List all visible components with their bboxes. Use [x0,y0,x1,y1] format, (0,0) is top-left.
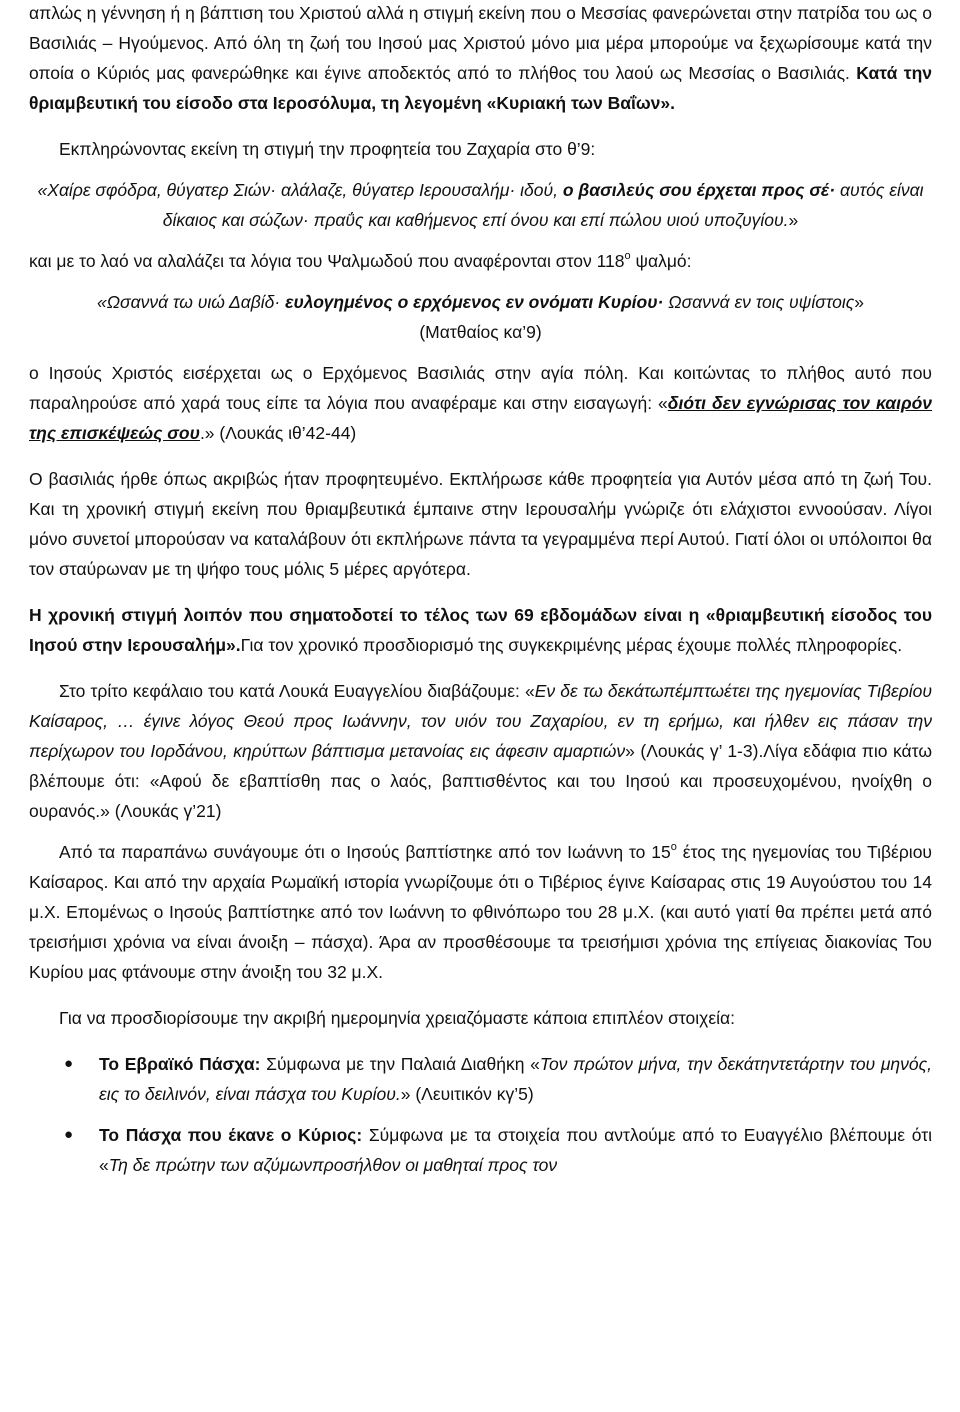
paragraph-text-continued: » (Λουκάς γ’ 1-3).Λίγα εδάφια πιο κάτω βλέπουμε ότι: «Αφού δε εβαπτίσθη πας ο λαός, βαπτισθέντος και του Ιησού και προσευχομένου, ηνοίχθη ο ουρανός.» (Λουκάς γ’21) [29,741,932,821]
quote-close: » [788,210,799,230]
paragraph-zechariah-intro: Εκπληρώνοντας εκείνη τη στιγμή την προφητεία του Ζαχαρία στο θ’9: [59,139,596,159]
quote-text: «Χαίρε σφόδρα, θύγατερ Σιών· αλάλαζε, θύγατερ Ιερουσαλήμ· ιδού, [37,180,563,200]
emphasized-quote: διότι δεν εγνώρισας τον καιρόν της επισκέψεώς σου [29,393,932,443]
bullet-icon: ● [64,1126,74,1143]
bullet-list [29,1049,932,1180]
list-item [29,1120,932,1180]
quote-reference: » (Ματθαίος κα’9) [419,292,864,342]
paragraph-reference: .» (Λουκάς ιθ’42-44) [199,423,357,443]
quote-bold: ο βασιλεύς σου έρχεται προς σέ· [562,180,836,200]
list-item-title: Το Εβραϊκό Πάσχα: [99,1054,261,1074]
list-item-title: Το Πάσχα που έκανε ο Κύριος: [99,1125,363,1145]
bullet-icon: ● [64,1055,74,1072]
quote-bold: ευλογημένος ο ερχόμενος εν ονόματι Κυρίου· [285,292,664,312]
paragraph-text: και με το λαό να αλαλάζει τα λόγια του Ψαλμωδού που αναφέρονται στον 118 [29,251,625,271]
bold-sentence: Η χρονική στιγμή λοιπόν που σηματοδοτεί το τέλος των 69 εβδομάδων είναι η «θριαμβευτική είσοδος του Ιησού στην Ιερουσαλήμ». [29,605,932,655]
bold-sentence: Κατά την θριαμβευτική του είσοδο στα Ιεροσόλυμα, τη λεγομένη «Κυριακή των Βαΐων». [29,63,932,113]
list-item-text: Σύμφωνα με την Παλαιά Διαθήκη « [260,1054,540,1074]
paragraph-69-weeks [29,600,932,660]
paragraph-text: ο Ιησούς Χριστός εισέρχεται ως ο Ερχόμενος Βασιλιάς στην αγία πόλη. Και κοιτώντας το πλήθος αυτό που παραληρούσε από χαρά τους είπε τα λόγια που αναφέραμε και στην εισαγωγή: « [29,363,932,413]
document-page [29,0,932,1180]
superscript: ο [624,250,631,262]
paragraph-psalm-intro [29,246,932,276]
quote-text: «Ωσαννά τω υιώ Δαβίδ· [96,292,286,312]
paragraph-luke [29,676,932,826]
list-item-quote: Τη δε πρώτην των αζύμωνπροσήλθον οι μαθηταί προς τον [108,1155,558,1175]
superscript: ο [670,841,677,853]
paragraph-king: Ο βασιλιάς ήρθε όπως ακριβώς ήταν προφητευμένο. Εκπλήρωσε κάθε προφητεία για Αυτόν μέσα από τη ζωή Του. Και τη χρονική στιγμή εκείνη που θριαμβευτικά έμπαινε στην Ιερουσαλήμ γνώριζε ότι ελάχιστοι εννοούσαν. Λίγοι μόνο συνετοί μπορούσαν να καταλάβουν ότι εκπλήρωνε πάντα τα γεγραμμένα περί Αυτού. Γιατί όλοι οι υπόλοιποι θα τον σταύρωναν με τη ψήφο τους μόλις 5 μέρες αργότερα. [29,469,932,579]
list-item-text: Σύμφωνα με τα στοιχεία που αντλούμε από το Ευαγγέλιο βλέπουμε ότι « [99,1125,932,1175]
paragraph-text-end: ψαλμό: [630,251,692,271]
quote-text-continued: Ωσαννά εν τοις υψίστοις [663,292,855,312]
paragraph-tiberius [29,837,932,987]
paragraph-intro [29,0,932,118]
paragraph-entry [29,358,932,448]
italic-quote: Εν δε τω δεκάτωπέμπτωέτει της ηγεμονίας Τιβερίου Καίσαρος, … έγινε λόγος Θεού προς Ιωάννην, τον υιόν του Ζαχαρίου, εν τη ερήμω, και ήλθεν εις πάσαν την περίχωρον του Ιορδάνου, κηρύττων βάπτισμα μετανοίας εις άφεσιν αμαρτιών [29,681,932,761]
paragraph-text: Στο τρίτο κεφάλαιο του κατά Λουκά Ευαγγελίου διαβάζουμε: « [59,681,535,701]
paragraph-text: απλώς η γέννηση ή η βάπτιση του Χριστού αλλά η στιγμή εκείνη που ο Μεσσίας φανερώνεται στην πατρίδα του ως ο Βασιλιάς – Ηγούμενος. Από όλη τη ζωή του Ιησού μας Χριστού μόνο μια μέρα μπορούμε να ξεχωρίσουμε κατά την οποία ο Κύριός μας φανερώθηκε και έγινε αποδεκτός από το πλήθος του λαού ως Μεσσίας ο Βασιλιάς. [29,3,932,83]
list-item-reference: » (Λευιτικόν κγ’5) [400,1084,534,1104]
paragraph-text: Για τον χρονικό προσδιορισμό της συγκεκριμένης μέρας έχουμε πολλές πληροφορίες. [240,635,903,655]
paragraph-extra-data: Για να προσδιορίσουμε την ακριβή ημερομηνία χρειαζόμαστε κάποια επιπλέον στοιχεία: [59,1008,736,1028]
list-item-quote: Τον πρώτον μήνα, την δεκάτηντετάρτην του μηνός, εις το δειλινόν, είναι πάσχα του Κυρίου. [99,1054,932,1104]
paragraph-text: Από τα παραπάνω συνάγουμε ότι ο Ιησούς βαπτίστηκε από τον Ιωάννη το 15 [59,842,671,862]
paragraph-text-continued: έτος της ηγεμονίας του Τιβέριου Καίσαρος. Και από την αρχαία Ρωμαϊκή ιστορία γνωρίζουμε ότι ο Τιβέριος έγινε Καίσαρας στις 19 Αυγούστου του 14 μ.Χ. Επομένως ο Ιησούς βαπτίστηκε από τον Ιωάννη το φθινόπωρο του 28 μ.Χ. (και αυτό γιατί θα πρέπει μετά από τρεισήμισι χρόνια να είναι άνοιξη – πάσχα). Άρα αν προσθέσουμε τα τρεισήμισι χρόνια της επίγειας διακονίας Του Κυρίου μας φτάνουμε στην άνοιξη του 32 μ.Χ. [29,842,932,982]
quote-zechariah [29,175,932,235]
list-item [29,1049,932,1109]
quote-psalm [29,287,932,347]
quote-text-continued: αυτός είναι δίκαιος και σώζων· πραΰς και καθήμενος επί όνου και επί πώλου υιού υποζυγίου. [162,180,924,230]
